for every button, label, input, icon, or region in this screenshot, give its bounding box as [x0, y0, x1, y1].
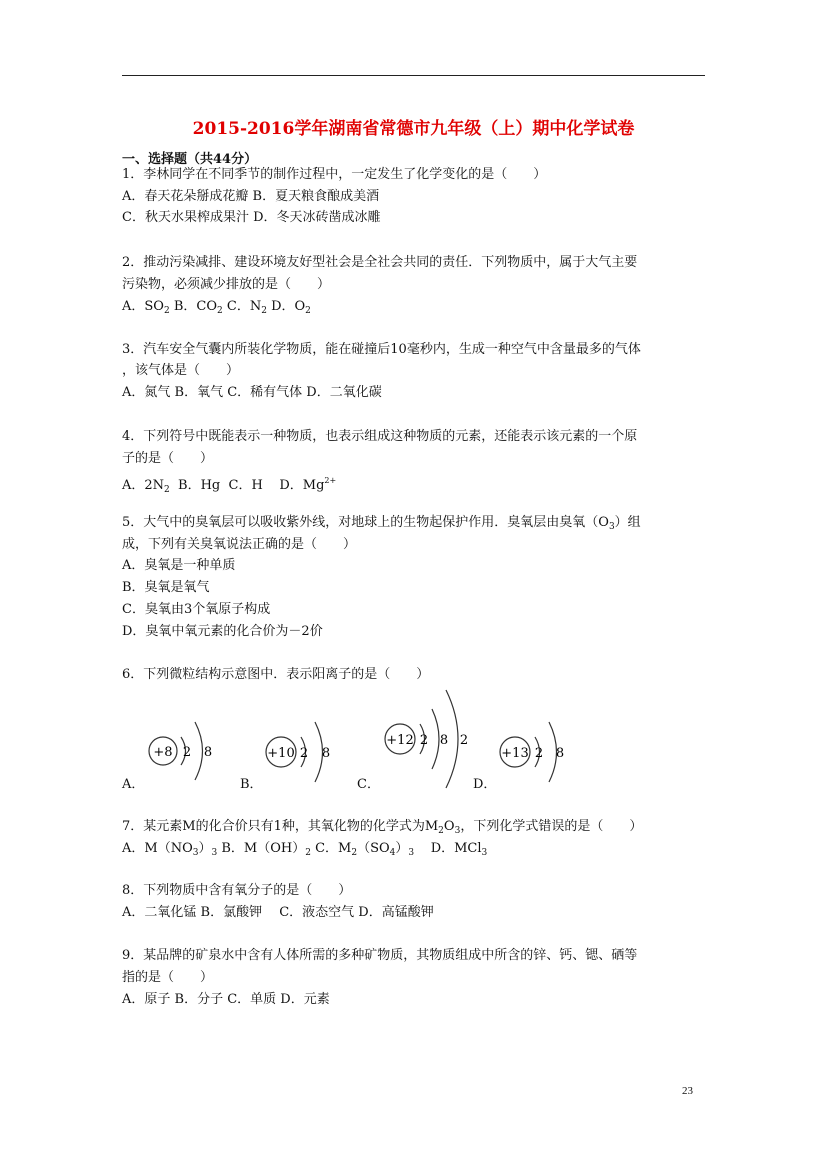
q3-stem-line1: 3．汽车安全气囊内所装化学物质，能在碰撞后10毫秒内，生成一种空气中含量最多的气体 — [122, 342, 641, 357]
q3-stem-line2: ，该气体是（ ） — [122, 363, 240, 378]
q5-option-d: D．臭氧中氧元素的化合价为－2价 — [122, 624, 323, 639]
nucleus-charge-c: +12 — [386, 733, 414, 748]
q1-stem: 1．李林同学在不同季节的制作过程中，一定发生了化学变化的是（ ） — [122, 167, 547, 182]
particle-diagram-a — [149, 722, 212, 780]
q2-option-a: A．SO — [122, 299, 164, 314]
q8-options: A．二氧化锰 B．氯酸钾 C．液态空气 D．高锰酸钾 — [122, 905, 434, 920]
q2-stem-line1: 2．推动污染减排、建设环境友好型社会是全社会共同的责任．下列物质中，属于大气主要 — [122, 255, 638, 270]
shell-electrons-d-2: 8 — [555, 746, 565, 761]
shell-electrons-a-2: 8 — [203, 745, 213, 760]
shell-electrons-c-1: 2 — [419, 733, 429, 748]
q6-label-c: C． — [357, 777, 380, 792]
q2-option-b: B．CO — [173, 299, 217, 314]
page-title: 2015-2016学年湖南省常德市九年级（上）期中化学试卷 — [192, 119, 635, 139]
q8-stem: 8．下列物质中含有氧分子的是（ ） — [122, 883, 352, 898]
particle-diagram-c — [385, 690, 468, 788]
q3-options: A．氮气 B．氧气 C．稀有气体 D．二氧化碳 — [122, 385, 382, 400]
q4-option-a: A．2N — [122, 478, 165, 493]
q6-label-a: A． — [122, 777, 145, 792]
nucleus-charge-b: +10 — [267, 746, 295, 761]
q9-stem-line2: 指的是（ ） — [122, 970, 214, 985]
q7-option-b: B．$M(OH)_2$ — [221, 841, 311, 858]
q4-option-c: C．H — [228, 478, 263, 493]
q1-options-cd: C．秋天水果榨成果汁 D．冬天冰砖凿成冰雕 — [122, 210, 381, 225]
q5-option-c: C．臭氧由3个氧原子构成 — [122, 602, 271, 617]
q6-label-b: B． — [240, 777, 263, 792]
q4-option-d: D．Mg — [279, 478, 325, 493]
q5-stem-line1: 5．大气中的臭氧层可以吸收紫外线，对地球上的生物起保护作用．臭氧层由臭氧$(O_3)$组 — [122, 515, 641, 532]
q7-options — [122, 840, 487, 862]
q4-options: A．$2N_2$ B．Hg C．H D．$Mg^{2+}$ — [122, 476, 337, 495]
q6-label-d: D． — [473, 777, 497, 792]
q5-stem-line2: 成，下列有关臭氧说法正确的是（ ） — [122, 537, 357, 552]
q2-options: A．$SO_2$ B．$CO_2$ C．$N_2$ D．$O_2$ — [122, 299, 311, 316]
shell-electrons-a-1: 2 — [182, 745, 192, 760]
shell-electrons-b-1: 2 — [299, 746, 309, 761]
particle-diagram-b — [266, 722, 330, 782]
q5-option-b: B．臭氧是氧气 — [122, 580, 210, 595]
q9-options: A．原子 B．分子 C．单质 D．元素 — [122, 992, 330, 1007]
q7-option-c: C．$M_2(SO_4)_3$ — [315, 841, 415, 858]
shell-electrons-c-2: 8 — [439, 733, 449, 748]
q4-option-b: B．Hg — [178, 478, 221, 493]
q2-option-c: C．N — [226, 299, 262, 314]
shell-electrons-d-1: 2 — [534, 746, 544, 761]
q4-stem-line2: 子的是（ ） — [122, 451, 214, 466]
q2-option-d: D．O — [271, 299, 306, 314]
q5-option-a: A．臭氧是一种单质 — [122, 558, 236, 573]
q2-stem-line2: 污染物，必须减少排放的是（ ） — [122, 277, 331, 292]
q6-stem: 6．下列微粒结构示意图中．表示阳离子的是（ ） — [122, 667, 430, 682]
q7-option-a: A．$M(NO_3)_3$ — [122, 841, 218, 858]
q7-stem: 7．某元素M的化合价只有1种，其氧化物的化学式为$M_2O_3$，下列化学式错误的是（ ） — [122, 819, 643, 836]
section-heading: 一、选择题（共44分） — [122, 152, 258, 167]
shell-electrons-c-3: 2 — [459, 733, 469, 748]
particle-diagram-d — [500, 722, 564, 782]
q1-options-ab: A．春天花朵掰成花瓣 B．夏天粮食酿成美酒 — [122, 189, 380, 204]
q9-stem-line1: 9．某品牌的矿泉水中含有人体所需的多种矿物质，其物质组成中所含的锌、钙、锶、硒等 — [122, 948, 638, 963]
page-number: 23 — [682, 1085, 693, 1097]
nucleus-charge-a: +8 — [153, 745, 173, 760]
q7-option-d: D．MCl$_3$ — [430, 841, 488, 858]
nucleus-charge-d: +13 — [501, 746, 529, 761]
shell-electrons-b-2: 8 — [321, 746, 331, 761]
q4-stem-line1: 4．下列符号中既能表示一种物质，也表示组成这种物质的元素，还能表示该元素的一个原 — [122, 429, 638, 444]
